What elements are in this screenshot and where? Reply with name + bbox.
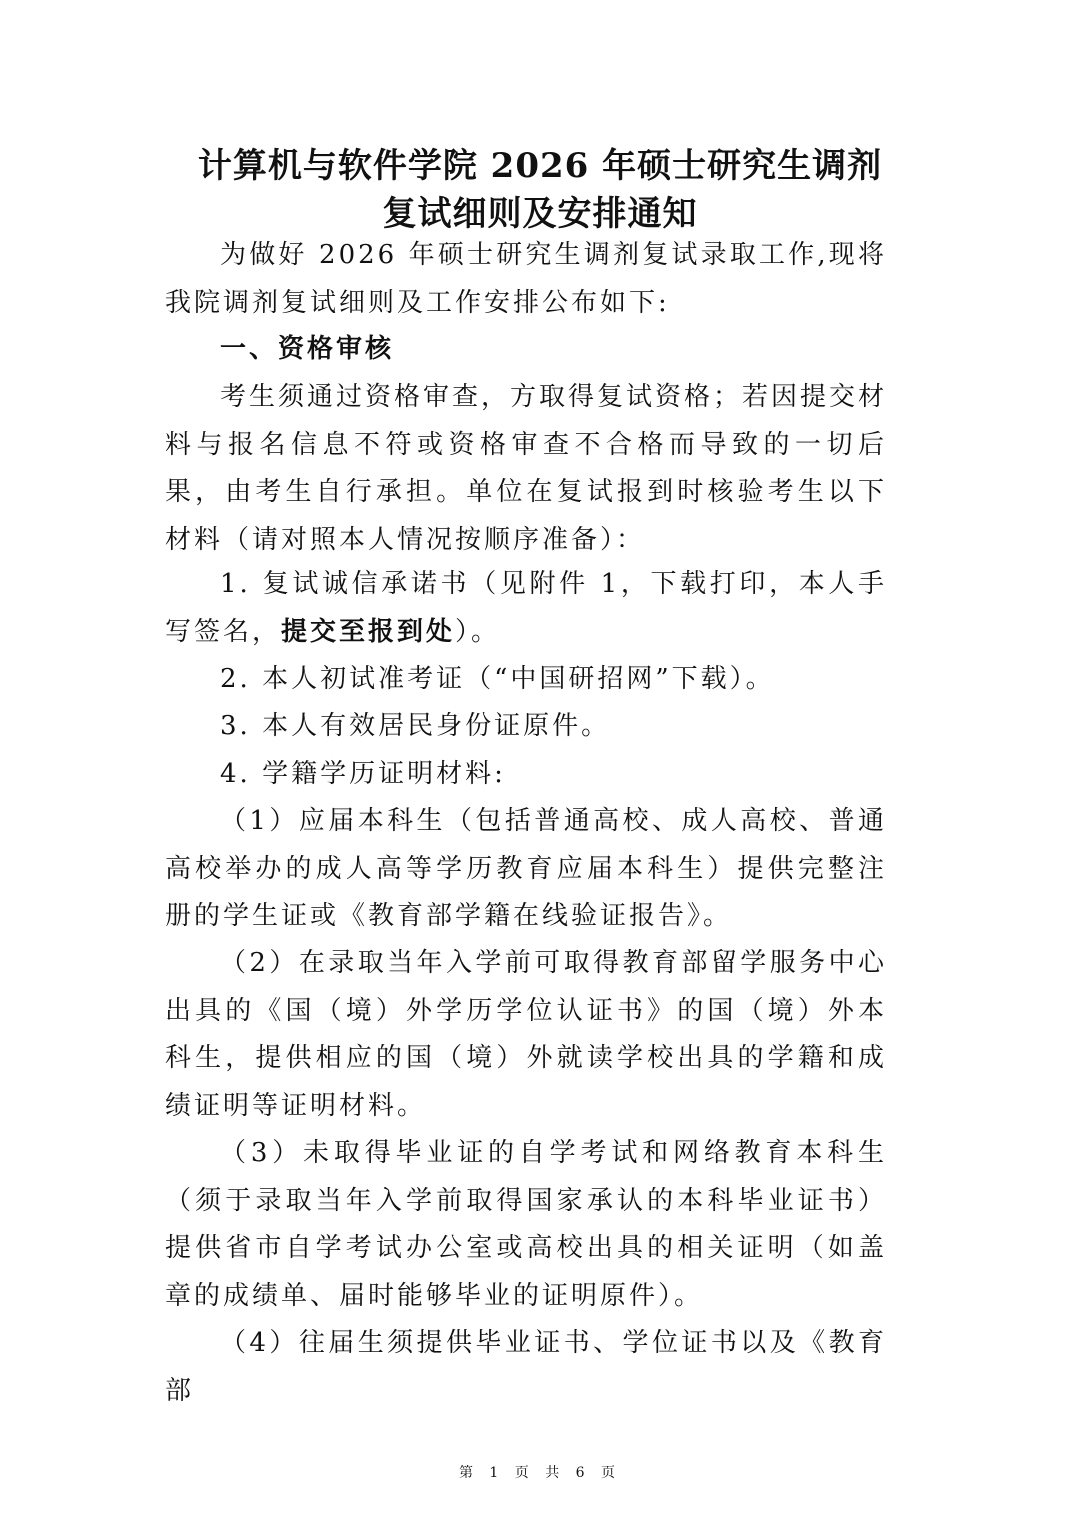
list-item-1-end: ）。 — [455, 616, 501, 647]
list-item-1 — [165, 561, 887, 656]
sub-item-2: （2）在录取当年入学前可取得教育部留学服务中心出具的《国（境）外学历学位认证书》的国（境）外本科生，提供相应的国（境）外就读学校出具的学籍和成绩证明等证明材料。 — [165, 948, 887, 1121]
list-item-1-bold: 提交至报到处 — [281, 616, 456, 647]
list-item-1-text: 1. 复试诚信承诺书（见附件 1，下载打印，本人手写签名， — [165, 569, 887, 647]
intro-paragraph: 为做好 2026 年硕士研究生调剂复试录取工作,现将我院调剂复试细则及工作安排公布如下: — [165, 240, 887, 318]
list-item-3: 3. 本人有效居民身份证原件。 — [220, 711, 611, 741]
section-heading-qualification: 一、资格审核 — [220, 334, 395, 364]
list-item-4: 4. 学籍学历证明材料: — [220, 759, 506, 789]
page-footer: 第 1 页 共 6 页 — [458, 1465, 622, 1481]
sub-item-1: （1）应届本科生（包括普通高校、成人高校、普通高校举办的成人高等学历教育应届本科生）提供完整注册的学生证或《教育部学籍在线验证报告》。 — [165, 806, 887, 932]
document-title-line1: 计算机与软件学院 2026 年硕士研究生调剂 — [197, 146, 883, 186]
document-title-line2: 复试细则及安排通知 — [382, 194, 698, 234]
qualification-paragraph: 考生须通过资格审查，方取得复试资格；若因提交材料与报名信息不符或资格审查不合格而导致的一切后果，由考生自行承担。单位在复试报到时核验考生以下材料（请对照本人情况按顺序准备）： — [165, 382, 888, 555]
list-item-2: 2. 本人初试准考证（“中国研招网”下载）。 — [220, 664, 775, 694]
sub-item-3: （3）未取得毕业证的自学考试和网络教育本科生（须于录取当年入学前取得国家承认的本科毕业证书）提供省市自学考试办公室或高校出具的相关证明（如盖章的成绩单、届时能够毕业的证明原件）。 — [165, 1138, 887, 1311]
sub-item-4: （4）往届生须提供毕业证书、学位证书以及《教育部 — [165, 1328, 887, 1406]
